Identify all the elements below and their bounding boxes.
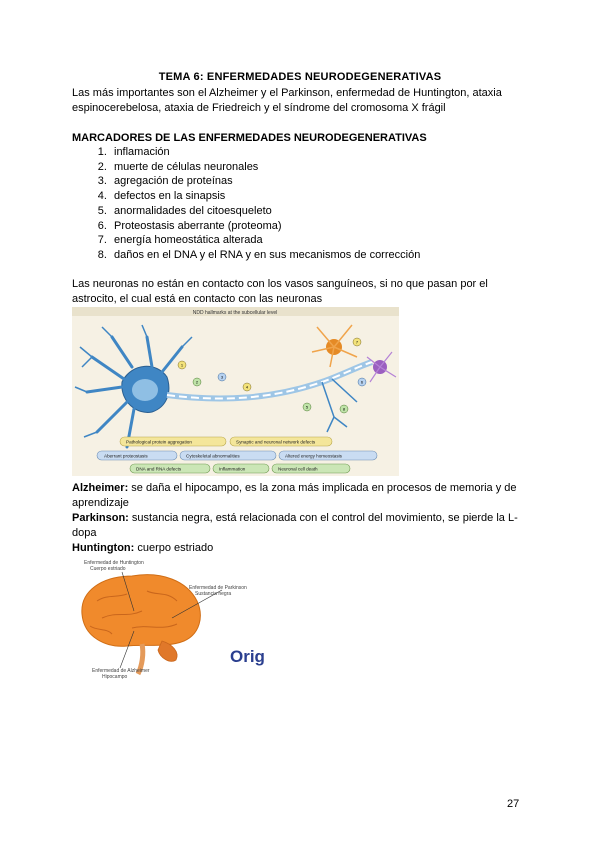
parkinson-text: sustancia negra, está relacionada con el control del movimiento, se pierde la L-dopa	[72, 512, 518, 539]
striatum-label: Cuerpo estriado	[90, 566, 126, 572]
list-item: 6. Proteostasis aberrante (proteoma)	[110, 219, 550, 234]
page-number: 27	[507, 798, 520, 810]
list-item: 4. defectos en la sinapsis	[110, 189, 550, 204]
huntington-term: Huntington:	[72, 542, 135, 554]
alzheimer-text: se daña el hipocampo, es la zona más implicada en procesos de memoria y de aprendizaje	[72, 482, 517, 509]
legend-label: Neuronal cell death	[278, 466, 318, 472]
neurons-paragraph: Las neuronas no están en contacto con los vasos sanguíneos, si no que pasan por el astrocito, el cual está en contacto con las neuronas	[72, 278, 488, 305]
badge-number: 7	[355, 339, 359, 345]
list-item: 7. energía homeostática alterada	[110, 233, 550, 248]
legend-label: Inflammation	[219, 466, 246, 472]
list-item: 1. inflamación	[110, 145, 550, 160]
parkinson-paragraph	[72, 511, 532, 541]
legend-label: DNA and RNA defects	[136, 466, 182, 472]
parkinson-label: Enfermedad de Parkinson	[189, 585, 247, 591]
list-item: 3. agregación de proteínas	[110, 174, 550, 189]
alzheimer-paragraph	[72, 481, 532, 511]
badge-number: 1	[180, 362, 184, 368]
page-title: TEMA 6: ENFERMEDADES NEURODEGENERATIVAS	[158, 71, 442, 83]
brain-regions-figure	[72, 556, 265, 684]
badge-number: 6	[360, 379, 364, 385]
legend-label: Pathological protein aggregation	[126, 439, 192, 445]
figure-header: NDD hallmarks at the subcellular level	[192, 310, 278, 316]
cropped-title-text: Orig	[230, 647, 265, 666]
figure-background	[72, 307, 399, 476]
list-item: 8. daños en el DNA y el RNA y en sus mecanismos de corrección	[110, 248, 550, 263]
alzheimer-term: Alzheimer:	[72, 482, 129, 494]
hippocampus-label: Hipocampo	[102, 674, 128, 680]
list-item: 5. anormalidades del citoesqueleto	[110, 204, 550, 219]
legend-label: Aberrant proteostasis	[104, 453, 148, 459]
legend-label: Cytoskeletal abnormalities	[186, 453, 240, 459]
badge-number: 2	[195, 379, 199, 385]
ndd-hallmarks-figure	[72, 307, 399, 476]
parkinson-term: Parkinson:	[72, 512, 129, 524]
badge-number: 5	[305, 404, 309, 410]
huntington-paragraph	[72, 541, 532, 556]
huntington-label: Enfermedad de Huntington	[84, 560, 144, 566]
intro-paragraph: Las más importantes son el Alzheimer y el Parkinson, enfermedad de Huntington, ataxia espinocerebelosa, ataxia de Friedreich y el síndrome del cromosoma X frágil	[72, 87, 502, 114]
legend-label: Altered energy homeostasis	[285, 453, 342, 459]
badge-number: 8	[342, 406, 346, 412]
badge-number: 3	[220, 374, 224, 380]
markers-heading: MARCADORES DE LAS ENFERMEDADES NEURODEGENERATIVAS	[72, 132, 427, 144]
huntington-text: cuerpo estriado	[134, 542, 214, 554]
badge-number: 4	[245, 384, 249, 390]
substantia-nigra-label: Sustancia negra	[195, 591, 232, 597]
markers-list	[72, 145, 550, 263]
alzheimer-label: Enfermedad de Alzheimer	[92, 668, 150, 674]
list-item: 2. muerte de células neuronales	[110, 160, 550, 175]
legend-label: Synaptic and neuronal network defects	[236, 439, 316, 445]
